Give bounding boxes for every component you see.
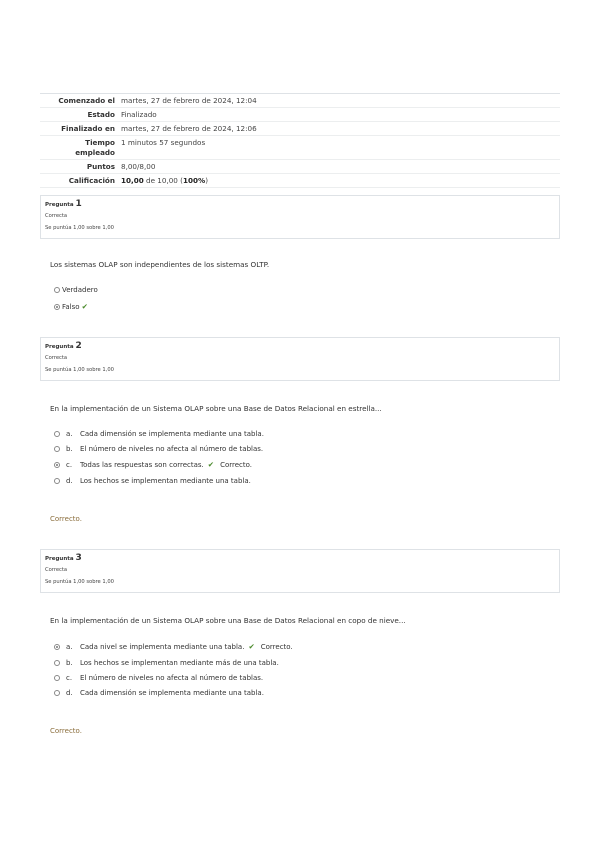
general-feedback: Correcto. (50, 727, 82, 735)
question-state: Correcta (45, 355, 68, 361)
summary-label: Calificación (68, 176, 115, 185)
answer-option[interactable] (54, 477, 251, 485)
radio-button[interactable] (54, 690, 60, 696)
option-letter: d. (66, 477, 73, 485)
option-feedback: Correcto. (260, 642, 293, 651)
question-text: En la implementación de un Sistema OLAP sobre una Base de Datos Relacional en estrella... (50, 404, 382, 413)
option-text: Falso (62, 302, 80, 311)
question-label: Pregunta (45, 202, 74, 208)
radio-button-selected[interactable] (54, 462, 60, 468)
option-letter: a. (66, 642, 73, 651)
option-text: Los hechos se implementan mediante más de una tabla. (80, 659, 279, 667)
summary-value: martes, 27 de febrero de 2024, 12:04 (121, 96, 257, 105)
answer-option[interactable] (54, 642, 293, 651)
answer-option[interactable] (54, 460, 252, 469)
option-text: Cada dimensión se implementa mediante una tabla. (80, 689, 264, 697)
checkmark-icon: ✔ (81, 302, 88, 311)
radio-button[interactable] (54, 431, 60, 437)
answer-option[interactable] (54, 659, 279, 667)
summary-row-points (40, 160, 560, 174)
summary-label (40, 138, 121, 158)
option-feedback: Correcto. (220, 460, 252, 469)
summary-row-finished (40, 122, 560, 136)
question-state: Correcta (45, 567, 68, 573)
option-text: Los hechos se implementan mediante una tabla. (80, 477, 251, 485)
option-letter: a. (66, 430, 73, 438)
question-info-box (40, 337, 560, 381)
answer-option[interactable] (54, 445, 263, 453)
question-label: Pregunta (45, 556, 74, 562)
question-grade: Se puntúa 1,00 sobre 1,00 (45, 367, 114, 373)
radio-button[interactable] (54, 446, 60, 452)
answer-option[interactable] (54, 689, 264, 697)
summary-label-line: empleado (75, 148, 115, 157)
question-state: Correcta (45, 213, 68, 219)
summary-label: Comenzado el (58, 96, 115, 105)
grade-end: ) (205, 176, 209, 185)
option-text: Cada nivel se implementa mediante una tabla. (80, 642, 245, 651)
option-letter: d. (66, 689, 73, 697)
answer-option[interactable] (54, 430, 264, 438)
summary-label: Estado (87, 110, 115, 119)
radio-button-selected[interactable] (54, 304, 60, 310)
option-text: Cada dimensión se implementa mediante una tabla. (80, 430, 264, 438)
question-number (45, 341, 82, 351)
summary-value (121, 176, 560, 186)
summary-value: 8,00/8,00 (121, 162, 156, 171)
question-info-box (40, 549, 560, 593)
radio-button[interactable] (54, 478, 60, 484)
question-grade: Se puntúa 1,00 sobre 1,00 (45, 579, 114, 585)
radio-button-selected[interactable] (54, 644, 60, 650)
option-letter: b. (66, 445, 73, 453)
question-grade: Se puntúa 1,00 sobre 1,00 (45, 225, 114, 231)
option-text: El número de niveles no afecta al número de tablas. (80, 674, 264, 682)
radio-button[interactable] (54, 287, 60, 293)
summary-value: Finalizado (121, 110, 157, 119)
option-letter: b. (66, 659, 73, 667)
summary-row-state (40, 108, 560, 122)
grade-middle: de 10,00 ( (143, 176, 183, 185)
question-num: 1 (75, 199, 82, 209)
summary-label: Finalizado en (61, 124, 115, 133)
question-label: Pregunta (45, 344, 74, 350)
question-number (45, 553, 82, 563)
question-text: En la implementación de un Sistema OLAP sobre una Base de Datos Relacional en copo de nieve... (50, 616, 406, 625)
answer-option[interactable] (54, 674, 263, 682)
checkmark-icon: ✔ (248, 642, 255, 651)
option-text: Todas las respuestas son correctas. (80, 460, 204, 469)
option-letter: c. (66, 460, 73, 469)
option-letter: c. (66, 674, 73, 682)
question-info-box (40, 195, 560, 239)
question-number (45, 199, 82, 209)
summary-row-grade (40, 174, 560, 188)
option-text: Verdadero (62, 286, 98, 294)
grade-score: 10,00 (121, 176, 144, 185)
summary-value: 1 minutos 57 segundos (121, 138, 206, 147)
summary-label-line: Tiempo (85, 138, 115, 147)
question-num: 2 (75, 341, 82, 351)
answer-option[interactable] (54, 302, 88, 311)
checkmark-icon: ✔ (207, 460, 215, 469)
grade-percent: 100% (182, 176, 206, 185)
summary-row-started (40, 94, 560, 108)
option-text: El número de niveles no afecta al número de tablas. (80, 445, 264, 453)
question-text: Los sistemas OLAP son independientes de los sistemas OLTP. (50, 260, 270, 269)
summary-label: Puntos (86, 162, 115, 171)
general-feedback: Correcto. (50, 515, 82, 523)
answer-option[interactable] (54, 286, 98, 294)
question-num: 3 (75, 553, 82, 563)
radio-button[interactable] (54, 675, 60, 681)
summary-row-time (40, 136, 560, 160)
radio-button[interactable] (54, 660, 60, 666)
summary-value: martes, 27 de febrero de 2024, 12:06 (121, 124, 257, 133)
attempt-summary-table (40, 93, 560, 188)
